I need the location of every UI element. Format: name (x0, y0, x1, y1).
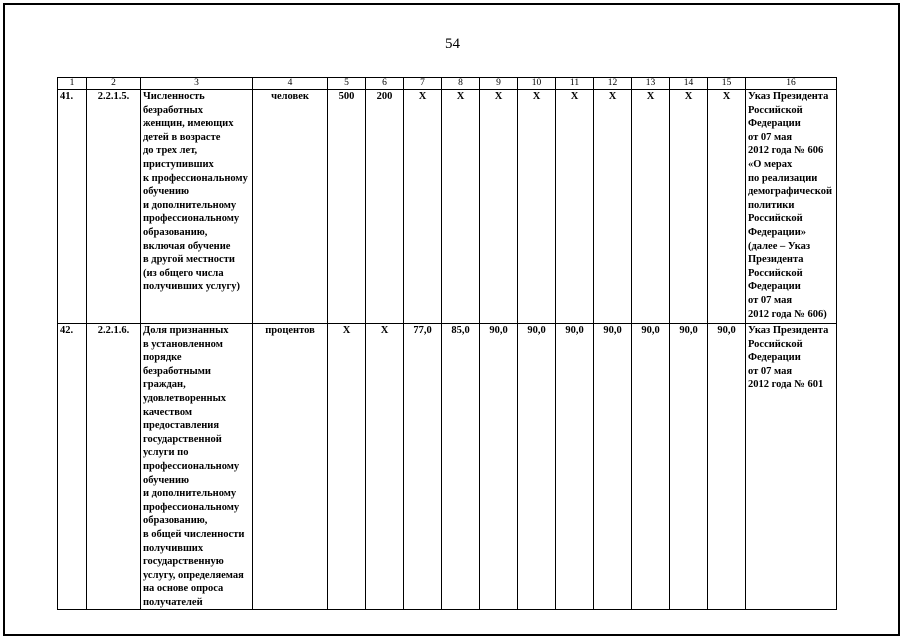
col-header: 9 (480, 78, 518, 90)
col-header: 11 (556, 78, 594, 90)
col-header: 6 (366, 78, 404, 90)
col-header: 13 (632, 78, 670, 90)
col-header: 12 (594, 78, 632, 90)
value-cell: X (366, 324, 404, 610)
col-header: 1 (58, 78, 87, 90)
page-number: 54 (445, 36, 460, 52)
col-header: 8 (442, 78, 480, 90)
value-cell: 77,0 (404, 324, 442, 610)
value-cell: X (404, 90, 442, 324)
value-cell: 200 (366, 90, 404, 324)
value-cell: 90,0 (518, 324, 556, 610)
value-cell: X (518, 90, 556, 324)
row-number: 42. (58, 324, 87, 610)
data-table (57, 77, 837, 610)
unit: процентов (253, 324, 328, 610)
value-cell: X (670, 90, 708, 324)
col-header: 14 (670, 78, 708, 90)
value-cell: X (632, 90, 670, 324)
value-cell: 90,0 (670, 324, 708, 610)
row-code: 2.2.1.6. (87, 324, 141, 610)
value-cell: X (594, 90, 632, 324)
col-header: 15 (708, 78, 746, 90)
value-cell: 90,0 (632, 324, 670, 610)
value-cell: X (328, 324, 366, 610)
value-cell: 90,0 (708, 324, 746, 610)
unit: человек (253, 90, 328, 324)
legal-basis: Указ Президента Российской Федерации от 07 мая 2012 года № 606 «О мерах по реализации демографической политики Российской Федерации» (далее – Указ Президента Российской Федерации от 07 мая 2012 года № 606) (746, 90, 837, 324)
table-row (58, 324, 837, 610)
value-cell: 90,0 (594, 324, 632, 610)
col-header: 2 (87, 78, 141, 90)
indicator-name: Доля признанных в установленном порядке безработными граждан, удовлетворенных качеством предоставления государственной услуги по профессиональному обучению и дополнительному профессиональному образованию, в общей численности получивших государственную услугу, определяемая на основе опроса получателей (141, 324, 253, 610)
table-row (58, 90, 837, 324)
value-cell: 85,0 (442, 324, 480, 610)
value-cell: X (556, 90, 594, 324)
value-cell: X (442, 90, 480, 324)
col-header: 10 (518, 78, 556, 90)
value-cell: X (480, 90, 518, 324)
value-cell: 500 (328, 90, 366, 324)
col-header: 7 (404, 78, 442, 90)
col-header: 4 (253, 78, 328, 90)
header-row (58, 78, 837, 90)
col-header: 5 (328, 78, 366, 90)
col-header: 16 (746, 78, 837, 90)
row-number: 41. (58, 90, 87, 324)
legal-basis: Указ Президента Российской Федерации от 07 мая 2012 года № 601 (746, 324, 837, 610)
col-header: 3 (141, 78, 253, 90)
value-cell: 90,0 (480, 324, 518, 610)
indicator-name: Численность безработных женщин, имеющих детей в возрасте до трех лет, приступивших к профессиональному обучению и дополнительному профессиональному образованию, включая обучение в другой местности (из общего числа получивших услугу) (141, 90, 253, 324)
value-cell: 90,0 (556, 324, 594, 610)
row-code: 2.2.1.5. (87, 90, 141, 324)
value-cell: X (708, 90, 746, 324)
